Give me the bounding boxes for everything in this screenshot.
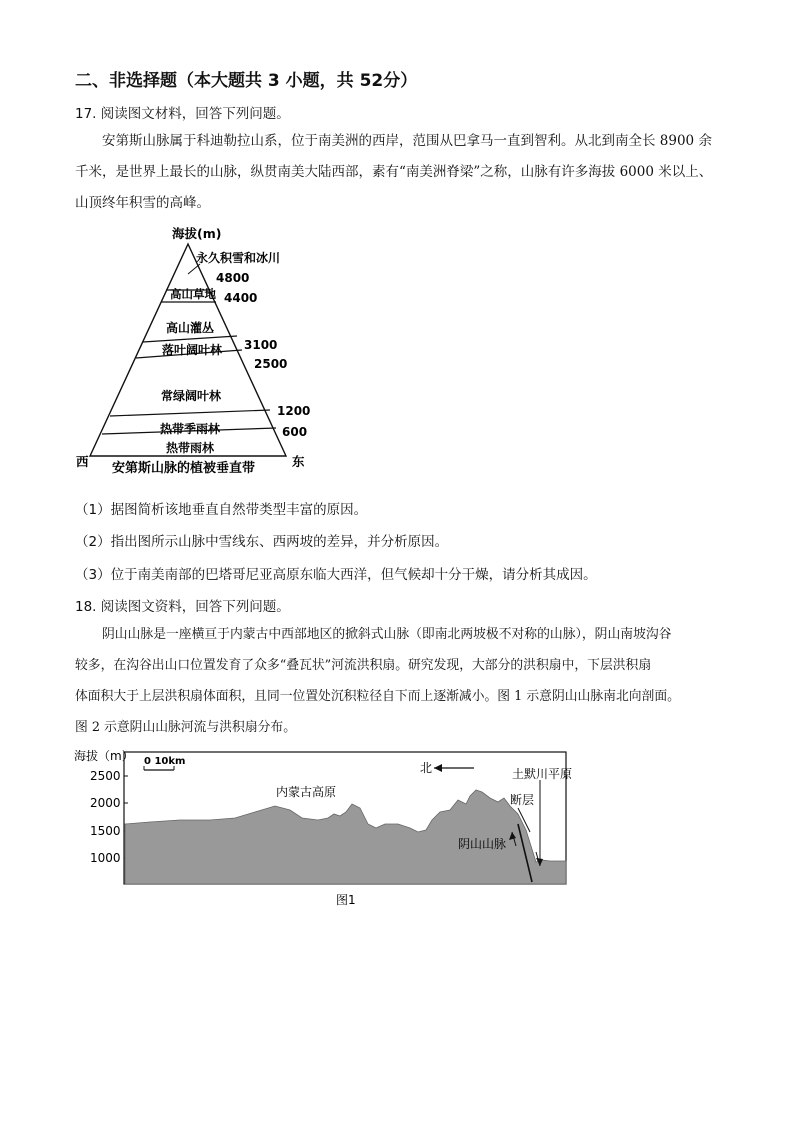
material-line: 安第斯山脉属于科迪勒拉山系，位于南美洲的西岸，范围从巴拿马一直到智利。从北到南全长 8900 余 [102, 133, 712, 149]
elevation-label: 3100 [244, 338, 278, 352]
yinshan-profile-figure [70, 740, 590, 912]
fault-label: 断层 [510, 793, 535, 807]
zone-label: 高山灌丛 [166, 321, 215, 335]
figure-caption: 图1 [336, 893, 356, 907]
material-line: 体面积大于上层洪积扇体面积，且同一位置处沉积粒径自下而上逐渐减小。图 1 示意阴山山脉南北向剖面。 [75, 689, 680, 704]
y-tick-label: 1500 [90, 824, 121, 838]
elevation-label: 1200 [277, 404, 311, 418]
scale-label: 0 10km [144, 756, 186, 767]
plain-label: 土默川平原 [512, 767, 573, 781]
plateau-label: 内蒙古高原 [276, 785, 337, 799]
mountain-label: 阴山山脉 [458, 837, 507, 851]
figure-caption: 安第斯山脉的植被垂直带 [112, 461, 256, 476]
zone-label: 热带雨林 [166, 441, 215, 455]
elevation-label: 2500 [254, 357, 288, 371]
zone-label: 热带季雨林 [160, 422, 221, 436]
zone-label: 落叶阔叶林 [162, 343, 223, 357]
question-18-material [75, 619, 735, 743]
west-label: 西 [76, 454, 89, 469]
elevation-label: 4800 [216, 271, 250, 285]
y-axis-label: 海拔（m） [74, 749, 134, 763]
y-axis-label: 海拔(m) [172, 226, 222, 241]
y-tick-label: 2000 [90, 796, 121, 810]
elevation-label: 600 [282, 425, 308, 439]
section-title: 二、非选择题（本大题共 3 小题，共 52分） [75, 71, 418, 91]
elevation-label: 4400 [224, 291, 258, 305]
y-tick-label: 1000 [90, 851, 121, 865]
subquestion-2: （2）指出图所示山脉中雪线东、西两坡的差异，并分析原因。 [75, 534, 449, 550]
material-line: 较多，在沟谷出山口位置发育了众多“叠瓦状”河流洪积扇。研究发现，大部分的洪积扇中，下层洪积扇 [75, 658, 652, 673]
subquestion-1: （1）据图简析该地垂直自然带类型丰富的原因。 [75, 502, 368, 518]
east-label: 东 [292, 454, 305, 469]
boundary-1200 [110, 410, 270, 416]
material-line: 山顶终年积雪的高峰。 [75, 195, 210, 211]
zone-label: 高山草地 [170, 287, 216, 301]
material-line: 阴山山脉是一座横亘于内蒙古中西部地区的掀斜式山脉（即南北两坡极不对称的山脉），阴山南坡沟谷 [102, 627, 672, 642]
snow-pointer [188, 264, 200, 274]
question-18-stem: 18. 阅读图文资料，回答下列问题。 [75, 599, 290, 615]
question-17-stem: 17. 阅读图文材料，回答下列问题。 [75, 106, 290, 122]
material-line: 千米，是世界上最长的山脉，纵贯南美大陆西部，素有“南美洲脊梁”之称，山脉有许多海拔 6000 米以上、 [75, 164, 713, 180]
subquestion-3: （3）位于南美南部的巴塔哥尼亚高原东临大西洋，但气候却十分干燥，请分析其成因。 [75, 567, 597, 583]
zone-label: 永久积雪和冰川 [196, 251, 281, 265]
material-line: 图 2 示意阴山山脉河流与洪积扇分布。 [75, 720, 297, 735]
andes-vegetation-figure [70, 220, 330, 480]
question-17-material [75, 126, 730, 219]
boundary-3100 [143, 336, 237, 342]
zone-label: 常绿阔叶林 [161, 389, 222, 403]
y-tick-label: 2500 [90, 769, 121, 783]
north-label: 北 [420, 761, 433, 775]
